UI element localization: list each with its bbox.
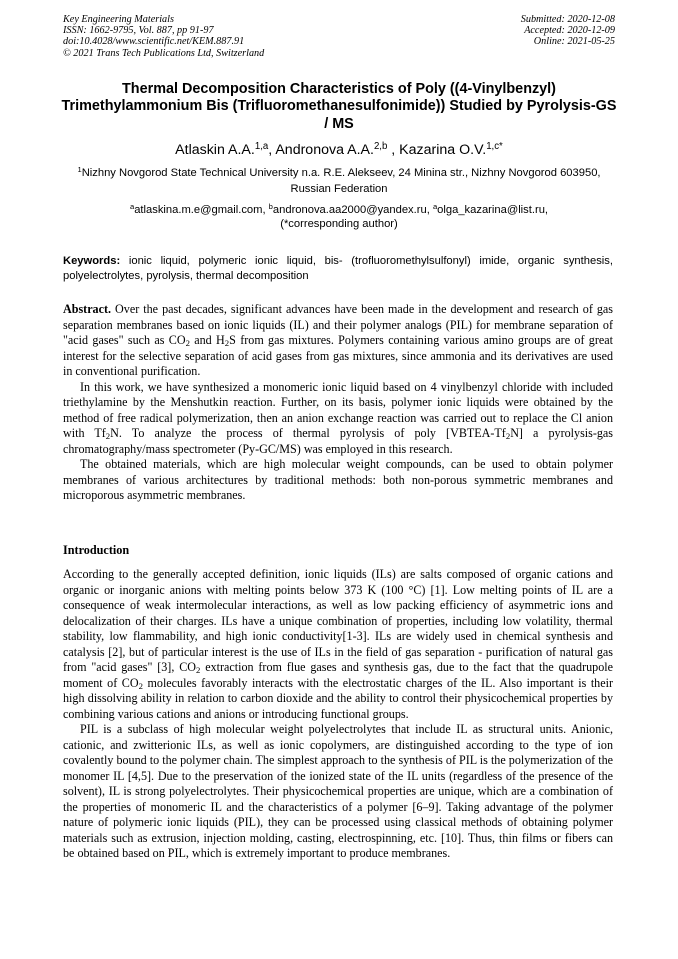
paper-title: Thermal Decomposition Characteristics of Poly ((4-Vinylbenzyl) Trimethylammonium Bis (Trifluoromethanesulfonimide)) Studied by Pyrolysis-GS / MS [61, 81, 617, 132]
subscript: 2 [224, 338, 230, 349]
text-run: N. To analyze the process of thermal pyrolysis of poly [VBTEA-Tf [110, 426, 506, 440]
keywords-text: ionic liquid, polymeric ionic liquid, bis- (trofluoromethylsulfonyl) imide, organic synthesis, polyelectrolytes, pyrolysis, thermal decomposition [63, 255, 613, 283]
intro-paragraph [63, 567, 613, 722]
text-run: N] a pyrolysis-gas chromatography/mass spectrometer (Py-GC/MS) was employed in this research. [63, 426, 614, 456]
text-run: extraction from flue gases and synthesis gas, due to the fact that the quadrupole moment of CO [63, 660, 613, 690]
author-name: Andronova A.A. [275, 142, 374, 158]
subscript: 2 [505, 431, 511, 442]
section-heading: Introduction [63, 543, 130, 557]
text-run: S from gas mixtures. Polymers containing various amino groups are of great interest for the selective separation of acid gases from gas mixtures, since ammonia and its derivatives are used in conventional purification. [63, 333, 613, 378]
affiliation [60, 166, 618, 197]
subscript: 2 [185, 338, 190, 349]
author-affil-sup: 1,a [254, 141, 269, 153]
author-name: Kazarina O.V. [399, 142, 487, 158]
author-separator: , [387, 142, 400, 158]
author-affil-sup: 1,c* [486, 141, 503, 153]
date-submitted: Submitted: 2020-12-08 [520, 14, 615, 25]
intro-paragraph: PIL is a subclass of high molecular weight polyelectrolytes that include IL as structural units. Anionic, cationic, and zwitterionic ILs, as well as ionic copolymers, are distinguished according to the type of ion covalently bound to the polymer chain. The simplest approach to the synthesis of PIL is the polymerization of the monomer IL [4,5]. Due to the preservation of the ionized state of the IL units (regardless of the presence of the solvent), IL is strong polyelectrolytes. Their physicochemical properties are unique, which are a combination of the properties of monomeric IL and the characteristics of a polymer [6–9]. Taking advantage of the polymer nature of polymeric ionic liquids (PIL), they can be processed using classical methods of obtaining polymer materials such as extrusion, injection molding, casting, electrospinning, etc. [10]. Thus, thin films or fibers can be obtained based on PIL, which is extremely important to produce membranes. [63, 722, 613, 860]
abstract-paragraph: The obtained materials, which are high molecular weight compounds, can be used to obtain polymer membranes of various architectures by traditional methods: both non-porous symmetric membranes and microporous asymmetric membranes. [63, 457, 613, 502]
subscript: 2 [105, 431, 111, 442]
text-run: and H [189, 333, 225, 347]
text-run: molecules favorably interacts with the electrostatic charges of the IL. Also important is their high dissolving ability in relation to carbon dioxide and the ability to control their physicochemical properties by combining various cations and anions or introducing functional groups. [63, 675, 613, 721]
introduction-section [63, 567, 613, 862]
email-sup: a [129, 202, 135, 212]
abstract-label: Abstract. [63, 302, 112, 316]
dates-info [521, 14, 615, 48]
date-online: Online: 2021-05-25 [533, 36, 615, 48]
author-name: Atlaskin A.A. [175, 142, 255, 158]
subscript: 2 [196, 665, 201, 676]
journal-name: Key Engineering Materials [63, 14, 174, 25]
abstract-section [63, 302, 613, 504]
journal-issn: ISSN: 1662-9795, Vol. 887, pp 91-97 [63, 25, 214, 37]
journal-copyright: © 2021 Trans Tech Publications Ltd, Switzerland [63, 47, 265, 59]
abstract-paragraph [63, 380, 613, 458]
email-link[interactable]: olga_kazarina@list.ru, [437, 204, 549, 216]
keywords [63, 254, 613, 284]
email-sup: b [268, 202, 273, 212]
affiliation-text: Nizhny Novgorod State Technical University n.a. R.E. Alekseev, 24 Minina str., Nizhny Novgorod 603950, Russian Federation [81, 167, 601, 195]
text-run: Over the past decades, significant advances have been made in the development and research of gas separation membranes based on ionic liquids (IL) and their polymer analogs (PIL) for membrane separation of "acid gases" such as CO [63, 302, 613, 347]
author-separator: , [268, 142, 276, 158]
text-run: According to the generally accepted definition, ionic liquids (ILs) are salts composed of organic cations and organic or inorganic anions with melting points below 373 K (100 °C) [1]. Low melting points of IL are a consequence of weak intermolecular interactions, as well as low packing efficiency of asymmetric ions and delocalization of their charges. ILs have a unique combination of properties, including low volatility, thermal stability, low flammability, and high ionic conductivity[1-3]. ILs are widely used in chemical synthesis and catalysis [2], but of particular interest is the use of ILs in the field of gas separation - purification of natural gas from "acid gases" [3], CO [63, 567, 613, 674]
abstract-paragraph [63, 302, 613, 380]
corresponding-note: (*corresponding author) [280, 218, 398, 231]
email-link[interactable]: andronova.aa2000@yandex.ru, [272, 204, 433, 216]
journal-doi: doi:10.4028/www.scientific.net/KEM.887.91 [63, 36, 245, 48]
author-emails [60, 203, 618, 231]
date-accepted: Accepted: 2020-12-09 [524, 25, 615, 37]
text-run: In this work, we have synthesized a monomeric ionic liquid based on 4 vinylbenzyl chloride with included triethylamine by the Menshutkin reaction. Further, on its basis, polymer ionic liquids were obtained by the method of free radical polymerization, then an anion exchange reaction was carried out to replace the Cl anion with Tf [63, 379, 613, 440]
affiliation-sup: 1 [77, 165, 82, 175]
author-affil-sup: 2,b [373, 141, 388, 153]
email-link[interactable]: atlaskina.m.e@gmail.com, [134, 204, 269, 216]
author-list [60, 142, 618, 159]
email-sup: a [432, 202, 438, 212]
journal-info [63, 14, 264, 59]
subscript: 2 [138, 680, 143, 691]
keywords-label: Keywords: [63, 255, 121, 267]
